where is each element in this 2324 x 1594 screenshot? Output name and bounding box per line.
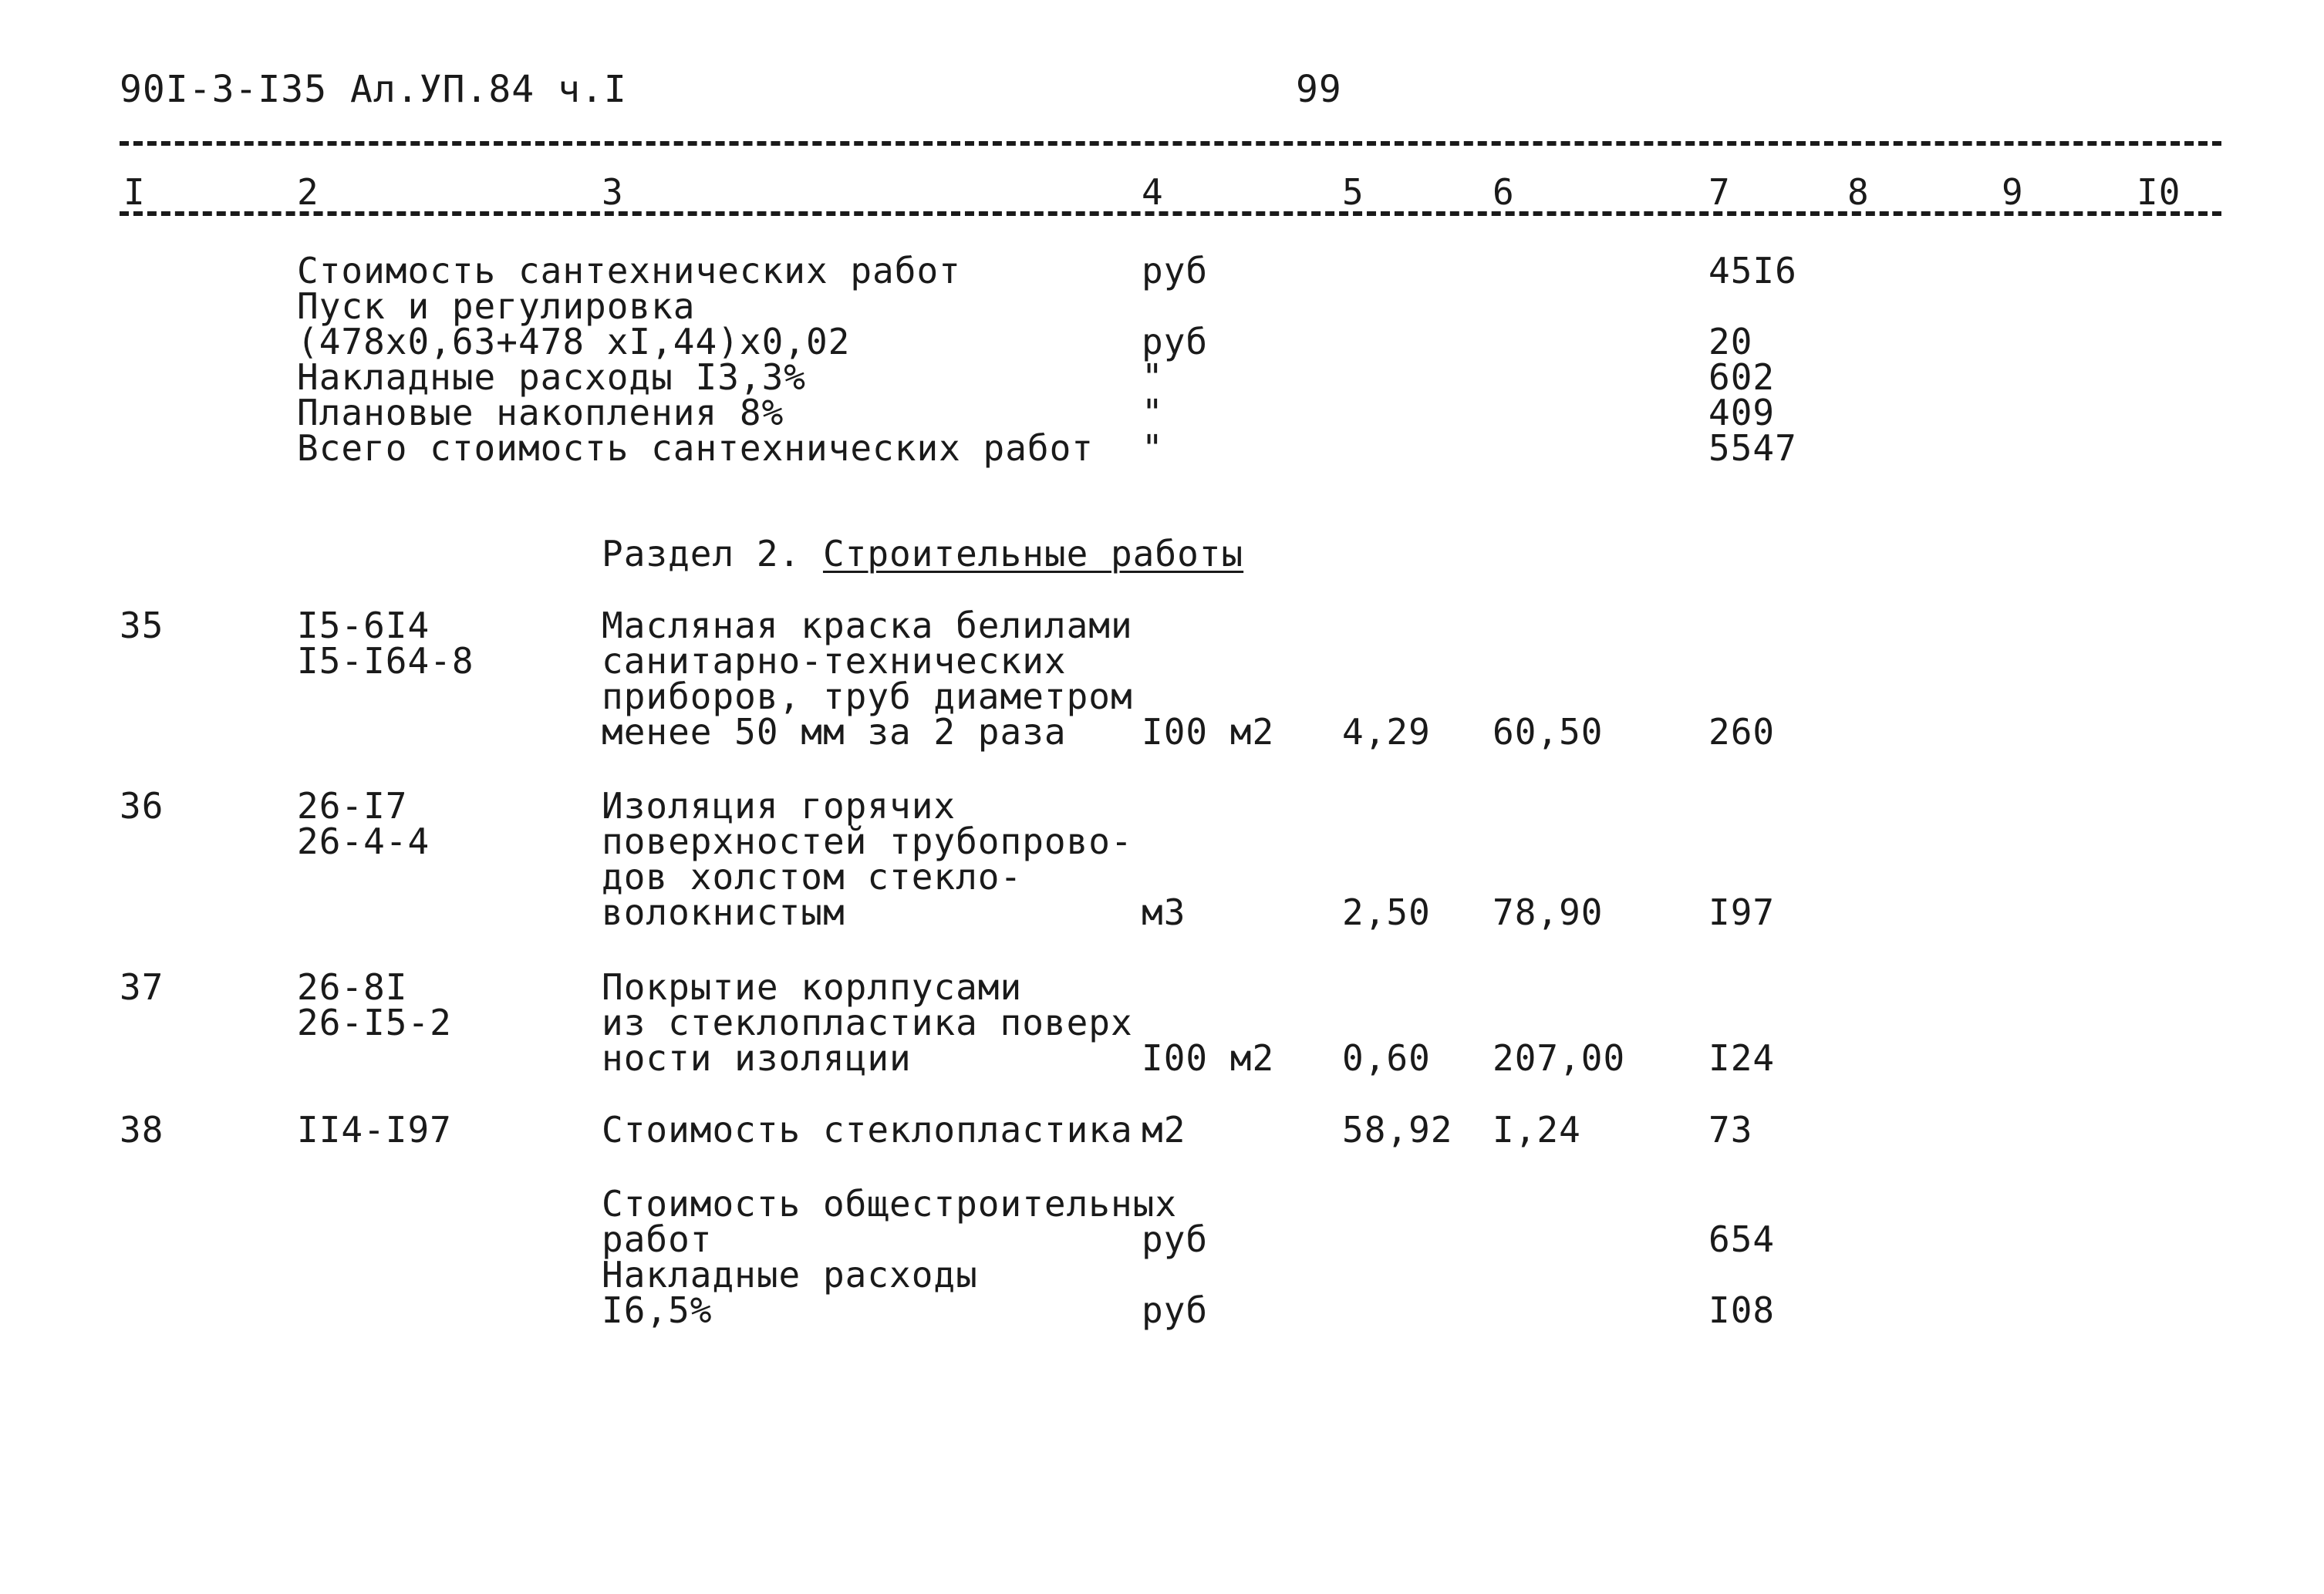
row-unit: I00 м2 bbox=[1142, 711, 1275, 753]
row-number: 37 bbox=[120, 966, 164, 1008]
row-unit: м3 bbox=[1142, 891, 1186, 933]
column-number-10: I0 bbox=[2137, 171, 2181, 213]
row-quantity: 0,60 bbox=[1342, 1037, 1431, 1079]
summary-line-text: (478х0,63+478 хI,44)х0,02 bbox=[297, 321, 851, 362]
section-title-prefix: Раздел 2. bbox=[602, 533, 801, 575]
row-description-line: ности изоляции bbox=[602, 1037, 912, 1079]
row-code: II4-I97 bbox=[297, 1109, 452, 1151]
summary-line-text: Стоимость сантехнических работ bbox=[297, 250, 961, 292]
summary-line-text: работ bbox=[602, 1218, 713, 1260]
row-description-line: дов холстом стекло- bbox=[602, 856, 1023, 898]
page-number: 99 bbox=[1296, 68, 1342, 111]
summary-line-text: Накладные расходы I3,3% bbox=[297, 356, 806, 398]
section-title bbox=[602, 533, 1244, 575]
row-code: I5-6I4 bbox=[297, 605, 430, 646]
row-code: 26-8I bbox=[297, 966, 408, 1008]
summary-line-amount: 602 bbox=[1708, 356, 1776, 398]
column-number-1: I bbox=[123, 171, 146, 213]
column-number-5: 5 bbox=[1342, 171, 1364, 213]
column-number-2: 2 bbox=[297, 171, 319, 213]
row-description-line: приборов, труб диаметром bbox=[602, 676, 1133, 717]
row-total: 260 bbox=[1708, 711, 1776, 753]
row-code: 26-I7 bbox=[297, 785, 408, 827]
column-number-3: 3 bbox=[602, 171, 624, 213]
row-price: 78,90 bbox=[1493, 891, 1604, 933]
row-number: 35 bbox=[120, 605, 164, 646]
summary-line-text: Всего стоимость сантехнических работ bbox=[297, 427, 1094, 469]
summary-line-text: Пуск и регулировка bbox=[297, 285, 696, 327]
summary-line-text: Стоимость общестроительных bbox=[602, 1183, 1178, 1225]
row-description-line: волокнистым bbox=[602, 891, 845, 933]
row-price: I,24 bbox=[1493, 1109, 1581, 1151]
row-quantity: 58,92 bbox=[1342, 1109, 1453, 1151]
row-unit: м2 bbox=[1142, 1109, 1186, 1151]
summary-line-unit: " bbox=[1142, 427, 1164, 469]
row-description-line: Изоляция горячих bbox=[602, 785, 956, 827]
column-number-8: 8 bbox=[1847, 171, 1870, 213]
row-description-line: санитарно-технических bbox=[602, 640, 1067, 682]
summary-line-unit: руб bbox=[1142, 1218, 1209, 1260]
summary-line-amount: 5547 bbox=[1708, 427, 1797, 469]
summary-line-unit: " bbox=[1142, 392, 1164, 433]
column-number-6: 6 bbox=[1493, 171, 1515, 213]
row-price: 207,00 bbox=[1493, 1037, 1626, 1079]
row-description-line: менее 50 мм за 2 раза bbox=[602, 711, 1067, 753]
column-number-7: 7 bbox=[1708, 171, 1731, 213]
summary-line-amount: 654 bbox=[1708, 1218, 1776, 1260]
summary-line-amount: 20 bbox=[1708, 321, 1753, 362]
row-description-line: поверхностей трубопрово- bbox=[602, 821, 1133, 862]
row-code: I5-I64-8 bbox=[297, 640, 474, 682]
summary-line-amount: 45I6 bbox=[1708, 250, 1797, 292]
row-description-line: Стоимость стеклопластика bbox=[602, 1109, 1133, 1151]
row-quantity: 4,29 bbox=[1342, 711, 1431, 753]
row-code: 26-4-4 bbox=[297, 821, 430, 862]
document-code: 90I-3-I35 Ал.УП.84 ч.I bbox=[120, 68, 627, 111]
row-total: I97 bbox=[1708, 891, 1776, 933]
section-title-name: Строительные работы bbox=[822, 533, 1244, 575]
row-description-line: Покрытие корлпусами bbox=[602, 966, 1023, 1008]
summary-line-unit: " bbox=[1142, 356, 1164, 398]
row-number: 36 bbox=[120, 785, 164, 827]
row-description-line: Масляная краска белилами bbox=[602, 605, 1133, 646]
column-number-9: 9 bbox=[2002, 171, 2024, 213]
top-dashed-rule bbox=[120, 141, 2221, 146]
row-unit: I00 м2 bbox=[1142, 1037, 1275, 1079]
summary-line-text: Накладные расходы bbox=[602, 1254, 978, 1296]
row-price: 60,50 bbox=[1493, 711, 1604, 753]
column-number-4: 4 bbox=[1142, 171, 1164, 213]
summary-line-text: Плановые накопления 8% bbox=[297, 392, 784, 433]
summary-line-unit: руб bbox=[1142, 1289, 1209, 1331]
row-code: 26-I5-2 bbox=[297, 1002, 452, 1043]
summary-line-text: I6,5% bbox=[602, 1289, 713, 1331]
row-total: 73 bbox=[1708, 1109, 1753, 1151]
summary-line-amount: I08 bbox=[1708, 1289, 1776, 1331]
row-number: 38 bbox=[120, 1109, 164, 1151]
row-total: I24 bbox=[1708, 1037, 1776, 1079]
row-quantity: 2,50 bbox=[1342, 891, 1431, 933]
summary-line-unit: руб bbox=[1142, 321, 1209, 362]
row-description-line: из стеклопластика поверх bbox=[602, 1002, 1133, 1043]
summary-line-unit: руб bbox=[1142, 250, 1209, 292]
summary-line-amount: 409 bbox=[1708, 392, 1776, 433]
column-header-dashed-rule bbox=[120, 211, 2221, 216]
